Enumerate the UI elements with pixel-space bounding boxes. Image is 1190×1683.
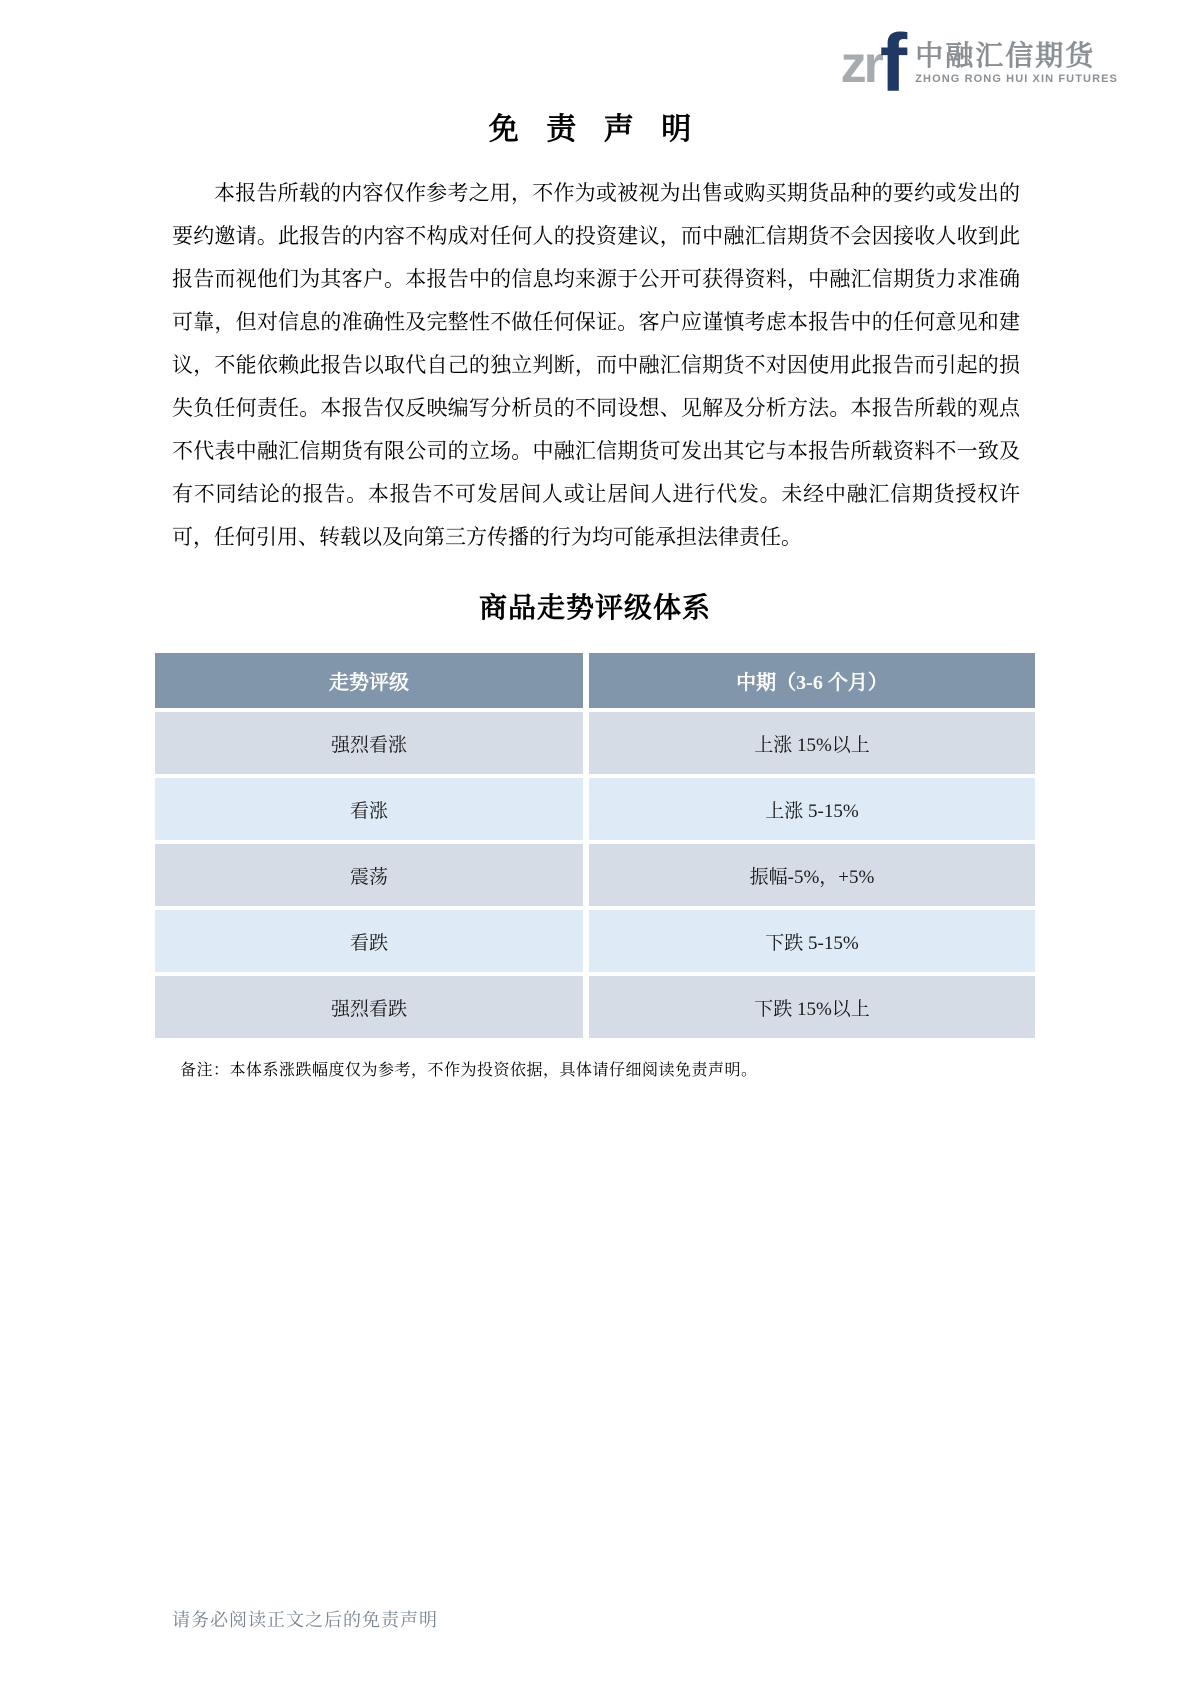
zrf-logo-icon (840, 18, 908, 109)
page-title: 免 责 声 明 (488, 113, 702, 146)
range-cell: 振幅-5%，+5% (589, 844, 1035, 906)
footer-disclaimer-reminder: 请务必阅读正文之后的免责声明 (172, 1610, 438, 1630)
table-note: 备注：本体系涨跌幅度仅为参考，不作为投资依据，具体请仔细阅读免责声明。 (180, 1062, 758, 1079)
rating-cell: 强烈看跌 (155, 976, 583, 1038)
rating-cell: 看涨 (155, 778, 583, 840)
range-cell: 上涨 5-15% (589, 778, 1035, 840)
rating-cell: 强烈看涨 (155, 712, 583, 774)
logo-letter-f: f (879, 18, 908, 109)
table-row (155, 844, 1035, 906)
section-title: 商品走势评级体系 (478, 593, 711, 624)
table-header-row (155, 653, 1035, 708)
range-cell: 上涨 15%以上 (589, 712, 1035, 774)
company-name-chinese: 中融汇信期货 (915, 39, 1096, 71)
table-row (155, 976, 1035, 1038)
disclaimer-paragraph: 本报告所载的内容仅作参考之用，不作为或被视为出售或购买期货品种的要约或发出的要约邀请。此报告的内容不构成对任何人的投资建议，而中融汇信期货不会因接收人收到此报告而视他们为其客户。本报告中的信息均来源于公开可获得资料，中融汇信期货力求准确可靠，但对信息的准确性及完整性不做任何保证。客户应谨慎考虑本报告中的任何意见和建议，不能依赖此报告以取代自己的独立判断，而中融汇信期货不对因使用此报告而引起的损失负任何责任。本报告仅反映编写分析员的不同设想、见解及分析方法。本报告所载的观点不代表中融汇信期货有限公司的立场。中融汇信期货可发出其它与本报告所载资料不一致及有不同结论的报告。本报告不可发居间人或让居间人进行代发。未经中融汇信期货授权许可，任何引用、转载以及向第三方传播的行为均可能承担法律责任。 (172, 181, 1020, 549)
rating-cell: 震荡 (155, 844, 583, 906)
table-header-rating: 走势评级 (155, 653, 583, 708)
company-name-english: ZHONG RONG HUI XIN FUTURES (915, 72, 1118, 85)
rating-cell: 看跌 (155, 910, 583, 972)
table-header-midterm: 中期（3-6 个月） (589, 653, 1035, 708)
range-cell: 下跌 5-15% (589, 910, 1035, 972)
table-row (155, 778, 1035, 840)
company-logo (840, 18, 1118, 109)
table-row (155, 712, 1035, 774)
rating-table (155, 653, 1035, 1038)
range-cell: 下跌 15%以上 (589, 976, 1035, 1038)
logo-letters-zr: zr (840, 36, 881, 95)
table-row (155, 910, 1035, 972)
logo-text (915, 41, 1118, 86)
